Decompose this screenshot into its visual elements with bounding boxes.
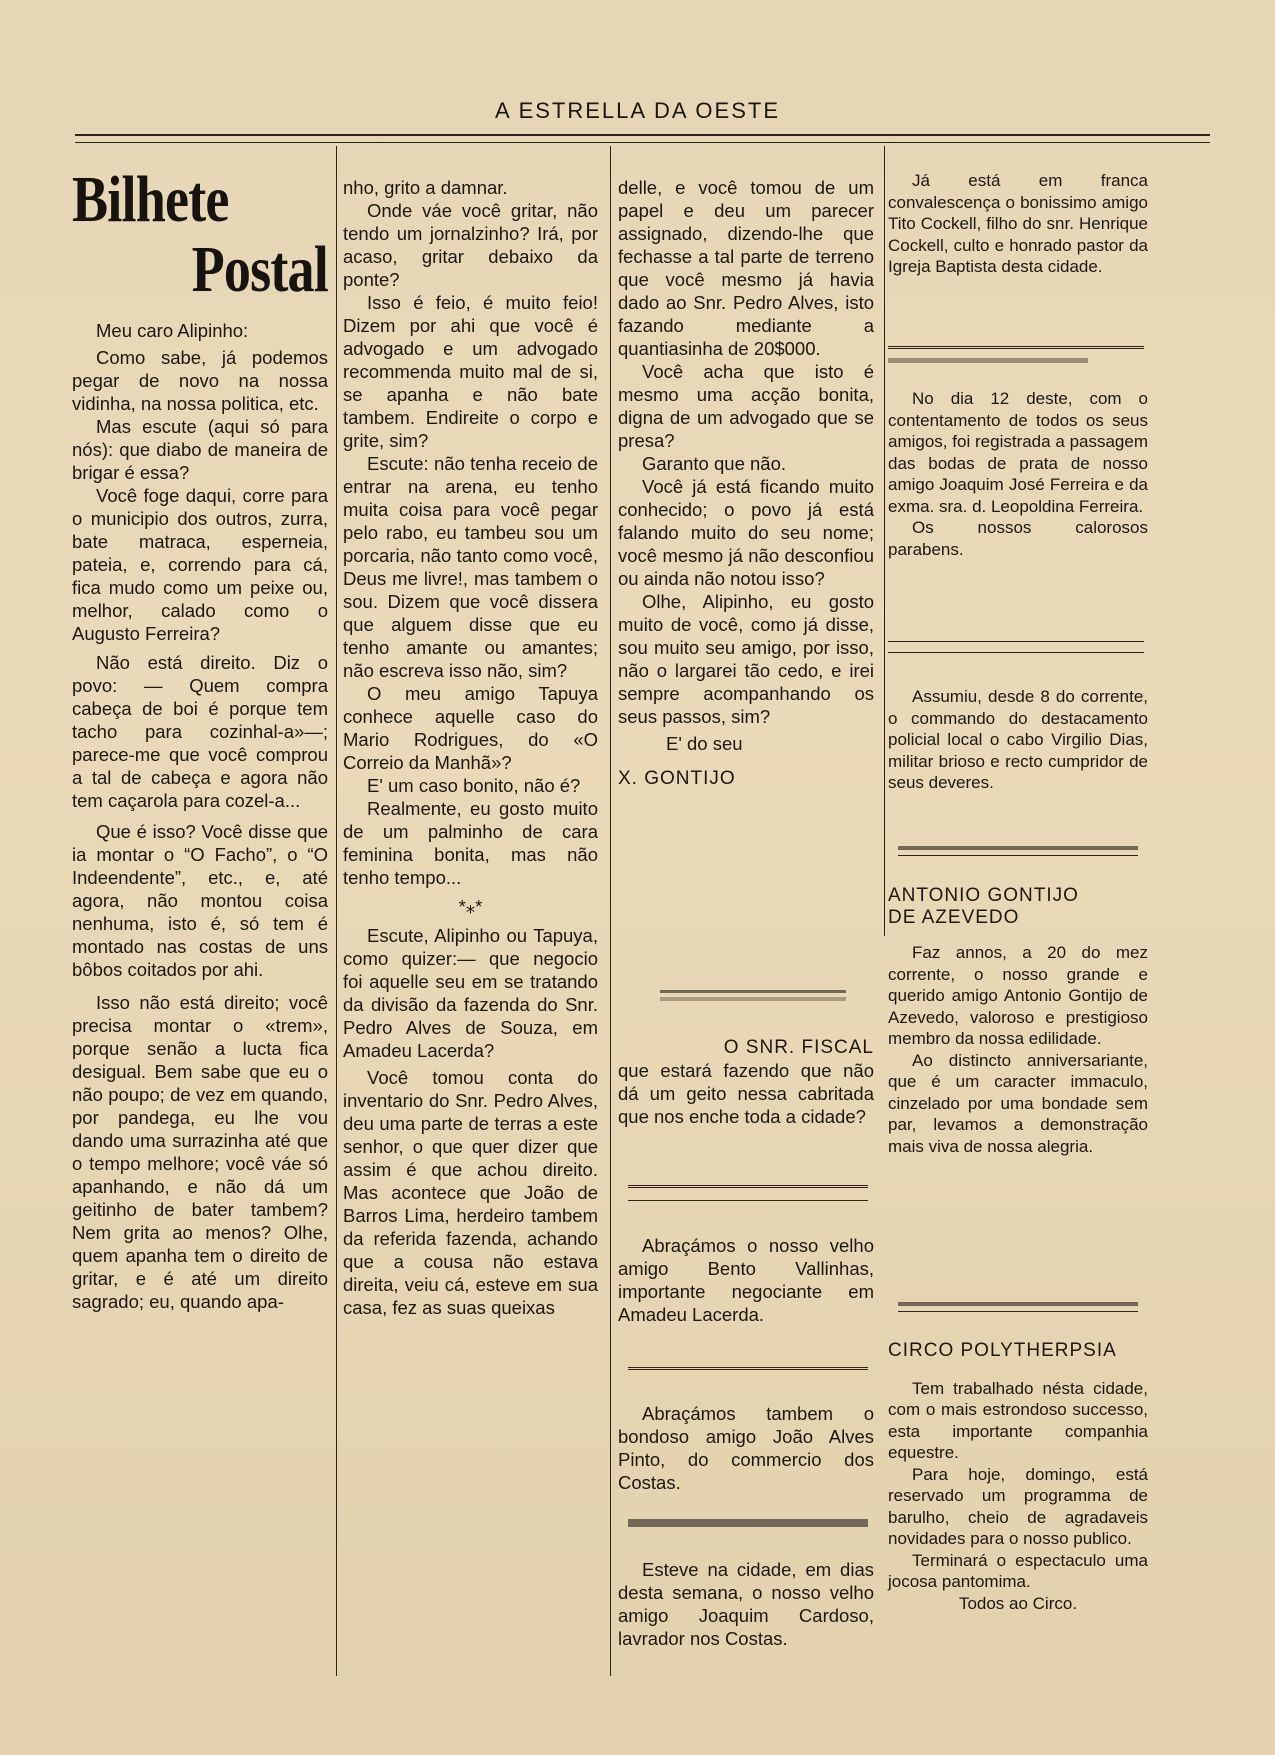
paragraph: O meu amigo Tapuya conhece aquelle caso do Mario Rodrigues, do «O Correio da Manhã»? — [343, 683, 598, 773]
news-item — [618, 1558, 874, 1650]
news-item — [888, 1340, 1148, 1614]
column-3 — [618, 176, 874, 790]
news-item — [618, 1234, 874, 1326]
news-item — [888, 686, 1148, 794]
page-header-title: A ESTRELLA DA OESTE — [495, 98, 780, 123]
salutation: Meu caro Alipinho: — [96, 320, 249, 341]
asterism: *⁎* — [458, 896, 483, 917]
separator — [628, 1367, 868, 1370]
section-heading: CIRCO POLYTHERPSIA — [888, 1340, 1117, 1361]
section-heading: DE AZEVEDO — [888, 906, 1020, 928]
paragraph: Isso não está direito; você precisa montar o «trem», porque senão a lucta fica desigual. Bem sabe que eu o não poupo; de vez em quando, por pandega, eu lhe vou dando uma surrazinha até que o tempo melhore; você váe só apanhando, e não dá um geitinho de bater tambem? Nem grita ao menos? Olhe, quem apanha tem o direito de gritar, e é até um direito sagrado; eu, quando apa- — [72, 992, 328, 1312]
separator — [628, 1519, 868, 1527]
separator — [898, 1311, 1138, 1312]
separator — [898, 1302, 1138, 1306]
signature: X. GONTIJO — [618, 768, 736, 789]
header-rule-bottom — [75, 142, 1210, 143]
separator — [660, 990, 846, 993]
news-item — [618, 1402, 874, 1494]
separator — [660, 997, 846, 1001]
paragraph: Os nossos calorosos parabens. — [888, 518, 1148, 559]
separator — [888, 346, 1144, 349]
paragraph: Abraçámos tambem o bondoso amigo João Alves Pinto, do commercio dos Costas. — [618, 1403, 874, 1493]
separator — [628, 1185, 868, 1188]
column-divider-3 — [884, 146, 885, 936]
column-1 — [72, 165, 328, 1313]
separator — [888, 358, 1088, 363]
separator — [898, 846, 1138, 850]
article-title-line2: Postal — [191, 233, 328, 306]
paragraph: delle, e você tomou de um papel e deu um parecer assignado, dizendo-lhe que fechasse a tal parte de terreno que você mesmo já havia dado ao Snr. Pedro Alves, isto fazando mediante a quantiasinha de 20$000. — [618, 177, 874, 359]
news-item — [888, 885, 1148, 1157]
paragraph: Esteve na cidade, em dias desta semana, o nosso velho amigo Joaquim Cardoso, lavrador nos Costas. — [618, 1559, 874, 1649]
paragraph: Você tomou conta do inventario do Snr. Pedro Alves, deu uma parte de terras a este senhor, o que quer dizer que assim é que achou direito. Mas acontece que João de Barros Lima, herdeiro tambem da referida fazenda, achando que a cousa não estava direita, veiu cá, esteve em sua casa, fez as suas queixas — [343, 1067, 598, 1318]
separator — [888, 641, 1144, 642]
separator — [888, 652, 1144, 653]
paragraph: E' um caso bonito, não é? — [367, 775, 581, 796]
paragraph: Escute: não tenha receio de entrar na arena, eu tenho muita coisa para você pegar pelo rabo, eu tambeu sou um porcaria, não tanto como você, Deus me livre!, mas tambem o sou. Dizem que você dissera que alguem disse que eu tenho amante ou amantes; não escreva isso não, sim? — [343, 453, 598, 681]
paragraph: Mas escute (aqui só para nós): que diabo de maneira de brigar é essa? — [72, 416, 328, 483]
paragraph: Tem trabalhado nésta cidade, com o mais estrondoso successo, esta importante companhia equestre. — [888, 1378, 1148, 1462]
paragraph: Que é isso? Você disse que ia montar o “O Facho”, o “O Indeendente”, etc., e, até agora, não montou coisa nenhuma, isto é, só tem é montado nas costas de uns bôbos coitados por ahi. — [72, 821, 328, 980]
paragraph: Você foge daqui, corre para o municipio dos outros, zurra, bate matraca, esperneia, pateia, e, correndo para cá, fica mudo como um peixe ou, melhor, calado como o Augusto Ferreira? — [72, 485, 328, 644]
article-title-line1: Bilhete — [72, 163, 229, 236]
header-rule-top — [75, 134, 1210, 136]
paragraph: Terminará o espectaculo uma jocosa pantomima. — [888, 1550, 1148, 1591]
paragraph: Realmente, eu gosto muito de um palminho de cara feminina bonita, mas não tenho tempo... — [343, 798, 598, 888]
paragraph: Garanto que não. — [642, 453, 786, 474]
paragraph: Para hoje, domingo, está reservado um programma de barulho, cheio de agradaveis novidades para o nosso publico. — [888, 1464, 1148, 1548]
paragraph: Olhe, Alipinho, eu gosto muito de você, como já disse, sou muito seu amigo, por isso, não o largarei tão cedo, e irei sempre acompanhando os seus passos, sim? — [618, 591, 874, 727]
paragraph: Como sabe, já podemos pegar de novo na nossa vidinha, na nossa politica, etc. — [72, 347, 328, 414]
column-divider-1 — [336, 146, 337, 1676]
fiscal-text: que estará fazendo que não dá um geito nessa cabritada que nos enche toda a cidade? — [618, 1060, 874, 1127]
paragraph: Já está em franca convalescença o bonissimo amigo Tito Cockell, filho do snr. Henrique Cockell, culto e honrado pastor da Igreja Baptista desta cidade. — [888, 171, 1148, 276]
paragraph: Assumiu, desde 8 do corrente, o commando do destacamento policial local o cabo Virgilio Dias, militar brioso e recto cumpridor de seus deveres. — [888, 687, 1148, 792]
paragraph: Você acha que isto é mesmo uma acção bonita, digna de um advogado que se presa? — [618, 361, 874, 451]
fiscal-block — [618, 1036, 874, 1128]
paragraph: Ao distincto anniversariante, que é um caracter immaculo, cinzelado por uma bondade sem par, levamos a demonstração mais viva de nossa alegria. — [888, 1050, 1148, 1156]
paragraph: nho, grito a damnar. — [343, 177, 508, 198]
paragraph: No dia 12 deste, com o contentamento de todos os seus amigos, foi registrada a passagem das bodas de prata de nosso amigo Joaquim José Ferreira e da exma. sra. d. Leopoldina Ferreira. — [888, 389, 1148, 516]
separator — [898, 855, 1138, 856]
fiscal-heading: O SNR. FISCAL — [723, 1037, 874, 1058]
paragraph: Onde váe você gritar, não tendo um jornalzinho? Irá, por acaso, gritar debaixo da ponte? — [343, 200, 598, 290]
paragraph: Escute, Alipinho ou Tapuya, como quizer:— que negocio foi aquelle seu em se tratando da divisão da fazenda do Snr. Pedro Alves de Souza, em Amadeu Lacerda? — [343, 925, 598, 1061]
separator — [628, 1200, 868, 1201]
paragraph: Isso é feio, é muito feio! Dizem por ahi que você é advogado e um advogado recommenda muito mal de si, se apanha e não bate tambem. Endireite o corpo e grite, sim? — [343, 292, 598, 451]
paragraph: Não está direito. Diz o povo: — Quem compra cabeça de boi é porque tem tacho para cozinhal-a»—; parece-me que você comprou a tal de cabeça e agora não tem caçarola para cozel-a... — [72, 652, 328, 811]
paragraph: Você já está ficando muito conhecido; o povo já está falando muito do seu nome; você mesmo já não desconfiou ou ainda não notou isso? — [618, 476, 874, 589]
news-item — [888, 170, 1148, 278]
closing: E' do seu — [666, 733, 743, 754]
news-item — [888, 388, 1148, 560]
column-2 — [343, 176, 598, 1319]
paragraph: Todos ao Circo. — [958, 1593, 1078, 1613]
paragraph: Faz annos, a 20 do mez corrente, o nosso grande e querido amigo Antonio Gontijo de Azevedo, valoroso e prestigioso membro da nossa edilidade. — [888, 943, 1148, 1048]
paragraph: Abraçámos o nosso velho amigo Bento Vallinhas, importante negociante em Amadeu Lacerda. — [618, 1235, 874, 1325]
column-divider-2 — [610, 146, 611, 1676]
section-heading: ANTONIO GONTIJO — [888, 885, 1079, 906]
